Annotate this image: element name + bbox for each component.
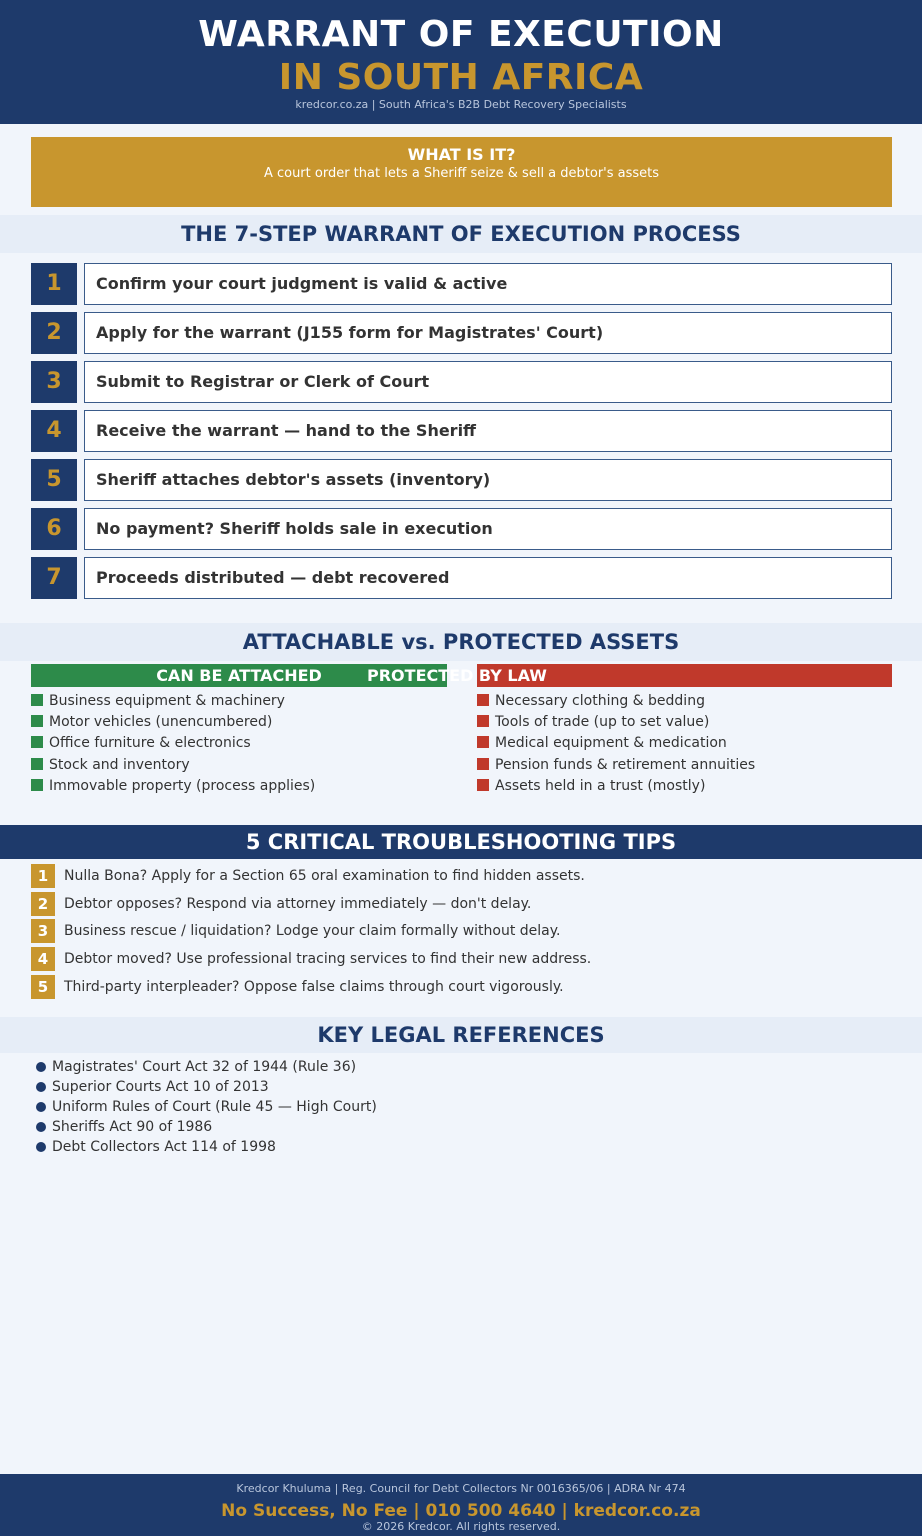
bullet-icon [36, 1142, 46, 1152]
attachable-item-label: Business equipment & machinery [49, 693, 285, 709]
protected-item-label: Pension funds & retirement annuities [495, 757, 756, 773]
tip-text: Third-party interpleader? Oppose false claims through court vigorously. [64, 979, 564, 995]
reference-text: Superior Courts Act 10 of 2013 [52, 1079, 269, 1095]
step-text: Proceeds distributed — debt recovered [84, 557, 892, 599]
protected-heading: PROTECTED BY LAW [367, 666, 547, 685]
step-number: 7 [31, 557, 77, 599]
step-number: 2 [31, 312, 77, 354]
process-step [31, 557, 892, 599]
what-is-it-heading: WHAT IS IT? [407, 145, 516, 164]
step-text: Apply for the warrant (J155 form for Magistrates' Court) [84, 312, 892, 354]
green-square-icon [31, 715, 43, 727]
step-text: Submit to Registrar or Clerk of Court [84, 361, 892, 403]
tip-number: 2 [31, 892, 55, 916]
process-step [31, 508, 892, 550]
green-square-icon [31, 694, 43, 706]
tip-number: 4 [31, 947, 55, 971]
tip-text: Nulla Bona? Apply for a Section 65 oral examination to find hidden assets. [64, 868, 585, 884]
process-step [31, 263, 892, 305]
title-line-2: IN SOUTH AFRICA [278, 57, 644, 98]
reference-text: Sheriffs Act 90 of 1986 [52, 1119, 213, 1135]
step-number: 4 [31, 410, 77, 452]
reference-text: Magistrates' Court Act 32 of 1944 (Rule 36) [52, 1059, 357, 1075]
green-square-icon [31, 736, 43, 748]
process-step [31, 410, 892, 452]
assets-heading: ATTACHABLE vs. PROTECTED ASSETS [0, 623, 922, 661]
bullet-icon [36, 1062, 46, 1072]
step-text: Sheriff attaches debtor's assets (inventory) [84, 459, 892, 501]
what-is-it-text: A court order that lets a Sheriff seize & sell a debtor's assets [263, 166, 660, 181]
green-square-icon [31, 758, 43, 770]
tip-text: Business rescue / liquidation? Lodge your claim formally without delay. [64, 923, 561, 939]
green-square-icon [31, 779, 43, 791]
attachable-heading: CAN BE ATTACHED [156, 666, 322, 685]
attachable-item-label: Motor vehicles (unencumbered) [49, 714, 273, 730]
tip-text: Debtor moved? Use professional tracing services to find their new address. [64, 951, 592, 967]
process-step [31, 361, 892, 403]
step-number: 1 [31, 263, 77, 305]
tip-text: Debtor opposes? Respond via attorney immediately — don't delay. [64, 896, 532, 912]
step-number: 5 [31, 459, 77, 501]
tip-number: 1 [31, 864, 55, 888]
step-text: No payment? Sheriff holds sale in execution [84, 508, 892, 550]
step-text: Receive the warrant — hand to the Sheriff [84, 410, 892, 452]
footer [0, 1474, 922, 1536]
red-square-icon [477, 736, 489, 748]
bullet-icon [36, 1082, 46, 1092]
attachable-item-label: Office furniture & electronics [49, 735, 251, 751]
protected-item-label: Necessary clothing & bedding [495, 693, 705, 709]
reference-text: Uniform Rules of Court (Rule 45 — High Court) [52, 1099, 377, 1115]
red-square-icon [477, 758, 489, 770]
bullet-icon [36, 1102, 46, 1112]
protected-item-label: Assets held in a trust (mostly) [495, 778, 706, 794]
tips-heading: 5 CRITICAL TROUBLESHOOTING TIPS [0, 825, 922, 859]
red-square-icon [477, 715, 489, 727]
what-is-it-box [31, 137, 892, 207]
step-number: 3 [31, 361, 77, 403]
protected-item-label: Medical equipment & medication [495, 735, 727, 751]
tip-number: 3 [31, 919, 55, 943]
process-step [31, 459, 892, 501]
header [0, 0, 922, 124]
tip-number: 5 [31, 975, 55, 999]
step-text: Confirm your court judgment is valid & active [84, 263, 892, 305]
red-square-icon [477, 694, 489, 706]
process-step [31, 312, 892, 354]
reference-text: Debt Collectors Act 114 of 1998 [52, 1139, 276, 1155]
red-square-icon [477, 779, 489, 791]
protected-item-label: Tools of trade (up to set value) [495, 714, 710, 730]
step-number: 6 [31, 508, 77, 550]
bullet-icon [36, 1122, 46, 1132]
process-heading: THE 7-STEP WARRANT OF EXECUTION PROCESS [0, 215, 922, 253]
footer-copyright: © 2026 Kredcor. All rights reserved. [361, 1520, 561, 1533]
header-subline: kredcor.co.za | South Africa's B2B Debt Recovery Specialists [295, 98, 627, 111]
attachable-item-label: Stock and inventory [49, 757, 190, 773]
title-line-1: WARRANT OF EXECUTION [198, 14, 724, 55]
references-heading: KEY LEGAL REFERENCES [0, 1017, 922, 1053]
footer-contact: No Success, No Fee | 010 500 4640 | kredcor.co.za [221, 1501, 701, 1521]
footer-registration: Kredcor Khuluma | Reg. Council for Debt Collectors Nr 0016365/06 | ADRA Nr 474 [236, 1482, 686, 1495]
attachable-item-label: Immovable property (process applies) [49, 778, 316, 794]
